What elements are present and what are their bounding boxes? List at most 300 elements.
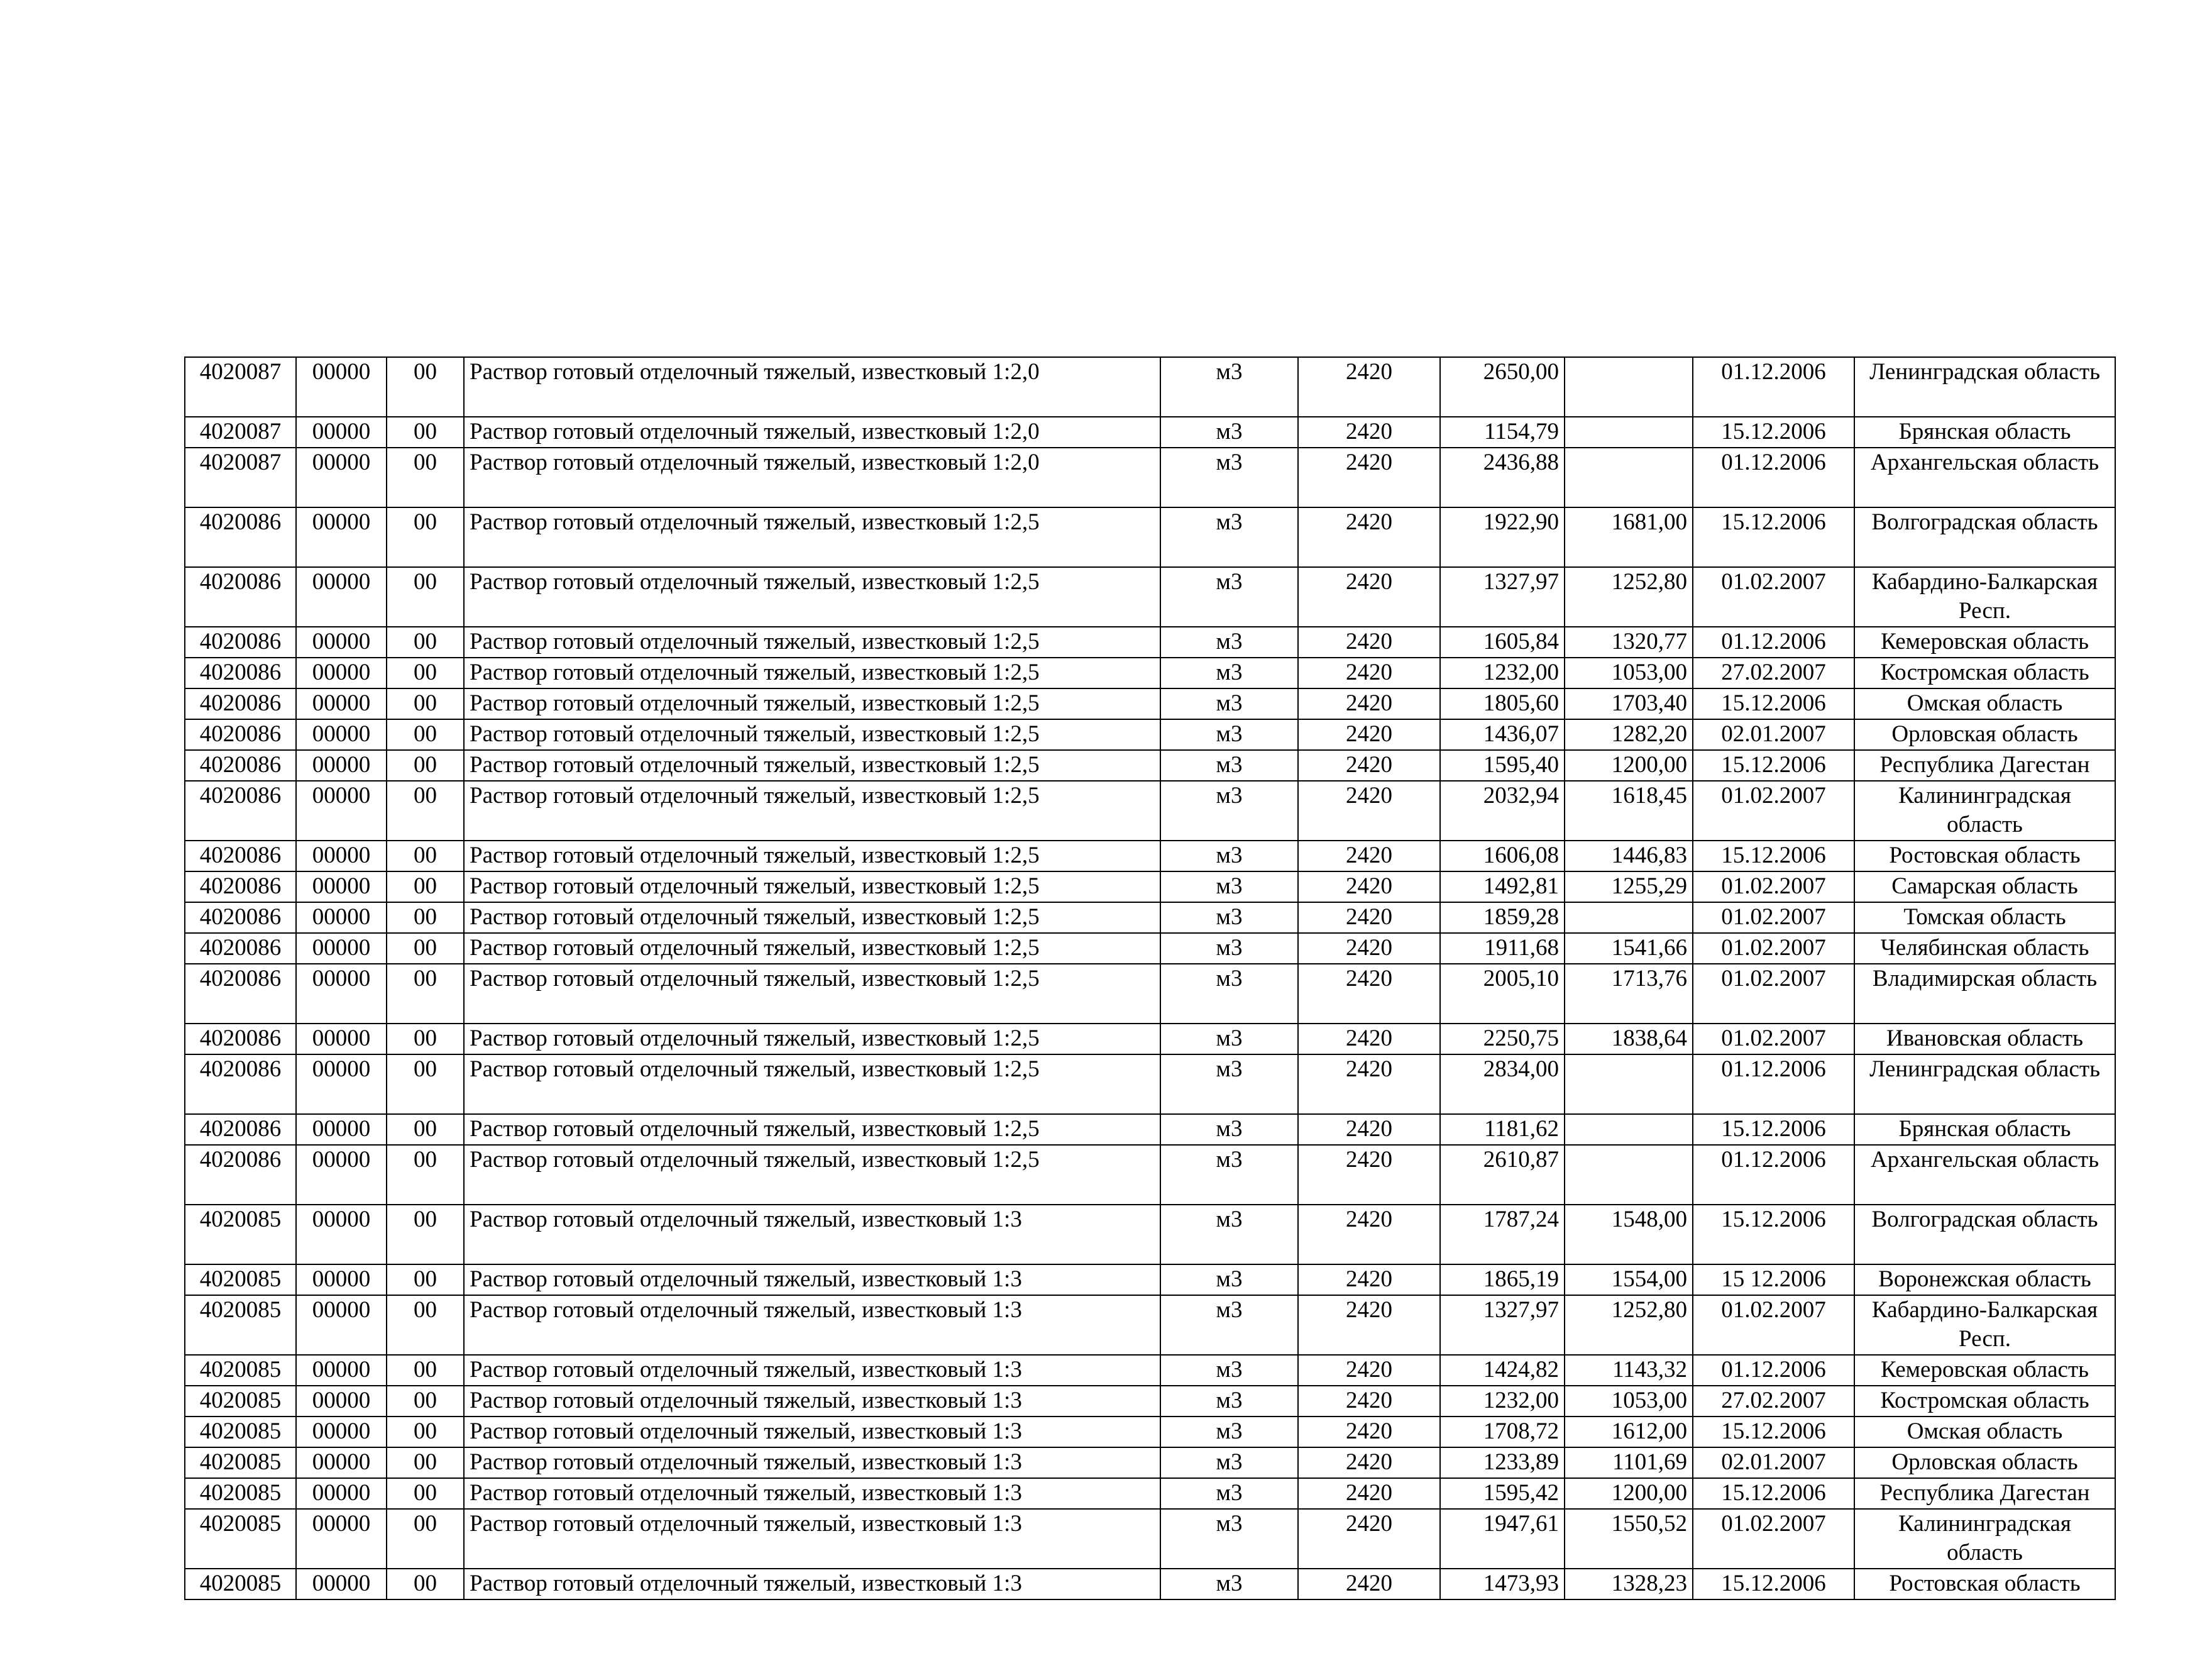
index-code-cell: 2420	[1298, 1264, 1440, 1295]
sub-code-cell: 00000	[296, 871, 387, 902]
index-code-cell: 2420	[1298, 1295, 1440, 1355]
price-date-cell: 01.12.2006	[1693, 1054, 1854, 1114]
region-cell: Волгоградская область	[1854, 1205, 2115, 1264]
material-code-cell: 4020085	[185, 1264, 296, 1295]
region-cell: Костромская область	[1854, 1386, 2115, 1417]
material-code-cell: 4020085	[185, 1447, 296, 1478]
sub-code-cell: 00000	[296, 933, 387, 964]
index-code-cell: 2420	[1298, 1114, 1440, 1145]
price-with-vat-cell: 1232,00	[1440, 658, 1565, 688]
material-code-cell: 4020086	[185, 1114, 296, 1145]
table-row	[185, 1447, 2115, 1478]
material-name-cell: Раствор готовый отделочный тяжелый, известковый 1:2,5	[464, 719, 1160, 750]
unit-cell: м3	[1160, 1569, 1298, 1599]
index-code-cell: 2420	[1298, 627, 1440, 658]
price-date-cell: 15.12.2006	[1693, 688, 1854, 719]
region-cell: Кабардино-Балкарская Респ.	[1854, 567, 2115, 627]
region-cell: Самарская область	[1854, 871, 2115, 902]
unit-cell: м3	[1160, 871, 1298, 902]
region-cell: Томская область	[1854, 902, 2115, 933]
region-cell: Ленинградская область	[1854, 357, 2115, 417]
unit-cell: м3	[1160, 750, 1298, 781]
unit-cell: м3	[1160, 1024, 1298, 1054]
table-row	[185, 750, 2115, 781]
sub-code-cell: 00000	[296, 1264, 387, 1295]
unit-cell: м3	[1160, 964, 1298, 1024]
unit-cell: м3	[1160, 1386, 1298, 1417]
table-row	[185, 357, 2115, 417]
index-code-cell: 2420	[1298, 1386, 1440, 1417]
variant-code-cell: 00	[387, 507, 464, 567]
price-with-vat-cell: 1947,61	[1440, 1509, 1565, 1569]
price-without-vat-cell: 1713,76	[1565, 964, 1693, 1024]
price-without-vat-cell: 1446,83	[1565, 841, 1693, 871]
index-code-cell: 2420	[1298, 1205, 1440, 1264]
price-date-cell: 01.12.2006	[1693, 1145, 1854, 1205]
index-code-cell: 2420	[1298, 964, 1440, 1024]
material-name-cell: Раствор готовый отделочный тяжелый, известковый 1:2,5	[464, 1114, 1160, 1145]
sub-code-cell: 00000	[296, 841, 387, 871]
price-without-vat-cell: 1053,00	[1565, 1386, 1693, 1417]
material-code-cell: 4020085	[185, 1295, 296, 1355]
price-without-vat-cell: 1053,00	[1565, 658, 1693, 688]
index-code-cell: 2420	[1298, 1447, 1440, 1478]
price-date-cell: 15.12.2006	[1693, 1569, 1854, 1599]
region-cell: Ивановская область	[1854, 1024, 2115, 1054]
price-date-cell: 15.12.2006	[1693, 1417, 1854, 1447]
region-cell: Калининградская область	[1854, 781, 2115, 841]
material-name-cell: Раствор готовый отделочный тяжелый, известковый 1:2,5	[464, 964, 1160, 1024]
variant-code-cell: 00	[387, 1295, 464, 1355]
price-date-cell: 01.12.2006	[1693, 448, 1854, 507]
material-code-cell: 4020085	[185, 1478, 296, 1509]
table-row	[185, 1114, 2115, 1145]
region-cell: Брянская область	[1854, 417, 2115, 448]
table-row	[185, 448, 2115, 507]
price-date-cell: 15.12.2006	[1693, 1478, 1854, 1509]
region-cell: Архангельская область	[1854, 448, 2115, 507]
material-code-cell: 4020086	[185, 871, 296, 902]
price-without-vat-cell: 1282,20	[1565, 719, 1693, 750]
unit-cell: м3	[1160, 1478, 1298, 1509]
sub-code-cell: 00000	[296, 719, 387, 750]
price-with-vat-cell: 1922,90	[1440, 507, 1565, 567]
unit-cell: м3	[1160, 627, 1298, 658]
unit-cell: м3	[1160, 1447, 1298, 1478]
sub-code-cell: 00000	[296, 1024, 387, 1054]
unit-cell: м3	[1160, 781, 1298, 841]
price-without-vat-cell: 1541,66	[1565, 933, 1693, 964]
material-name-cell: Раствор готовый отделочный тяжелый, известковый 1:2,5	[464, 567, 1160, 627]
sub-code-cell: 00000	[296, 1145, 387, 1205]
table-row	[185, 688, 2115, 719]
region-cell: Архангельская область	[1854, 1145, 2115, 1205]
sub-code-cell: 00000	[296, 781, 387, 841]
index-code-cell: 2420	[1298, 448, 1440, 507]
unit-cell: м3	[1160, 357, 1298, 417]
material-name-cell: Раствор готовый отделочный тяжелый, известковый 1:2,0	[464, 357, 1160, 417]
index-code-cell: 2420	[1298, 1478, 1440, 1509]
sub-code-cell: 00000	[296, 507, 387, 567]
region-cell: Орловская область	[1854, 1447, 2115, 1478]
material-name-cell: Раствор готовый отделочный тяжелый, известковый 1:3	[464, 1264, 1160, 1295]
table-row	[185, 1145, 2115, 1205]
sub-code-cell: 00000	[296, 627, 387, 658]
table-row	[185, 1264, 2115, 1295]
region-cell: Костромская область	[1854, 658, 2115, 688]
sub-code-cell: 00000	[296, 1355, 387, 1386]
sub-code-cell: 00000	[296, 1386, 387, 1417]
sub-code-cell: 00000	[296, 448, 387, 507]
sub-code-cell: 00000	[296, 964, 387, 1024]
table-row	[185, 1295, 2115, 1355]
index-code-cell: 2420	[1298, 567, 1440, 627]
material-code-cell: 4020086	[185, 1054, 296, 1114]
material-name-cell: Раствор готовый отделочный тяжелый, известковый 1:2,0	[464, 448, 1160, 507]
variant-code-cell: 00	[387, 1054, 464, 1114]
sub-code-cell: 00000	[296, 417, 387, 448]
price-without-vat-cell: 1200,00	[1565, 1478, 1693, 1509]
index-code-cell: 2420	[1298, 507, 1440, 567]
table-row	[185, 902, 2115, 933]
material-name-cell: Раствор готовый отделочный тяжелый, известковый 1:3	[464, 1295, 1160, 1355]
price-with-vat-cell: 1233,89	[1440, 1447, 1565, 1478]
price-with-vat-cell: 1805,60	[1440, 688, 1565, 719]
material-code-cell: 4020086	[185, 1024, 296, 1054]
variant-code-cell: 00	[387, 1509, 464, 1569]
price-without-vat-cell: 1838,64	[1565, 1024, 1693, 1054]
index-code-cell: 2420	[1298, 417, 1440, 448]
sub-code-cell: 00000	[296, 1205, 387, 1264]
sub-code-cell: 00000	[296, 902, 387, 933]
index-code-cell: 2420	[1298, 871, 1440, 902]
sub-code-cell: 00000	[296, 1295, 387, 1355]
price-without-vat-cell: 1618,45	[1565, 781, 1693, 841]
price-with-vat-cell: 1787,24	[1440, 1205, 1565, 1264]
price-with-vat-cell: 1327,97	[1440, 1295, 1565, 1355]
table-row	[185, 1509, 2115, 1569]
table-row	[185, 1417, 2115, 1447]
variant-code-cell: 00	[387, 781, 464, 841]
sub-code-cell: 00000	[296, 1417, 387, 1447]
price-date-cell: 01.02.2007	[1693, 1509, 1854, 1569]
price-date-cell: 15.12.2006	[1693, 417, 1854, 448]
variant-code-cell: 00	[387, 1478, 464, 1509]
material-name-cell: Раствор готовый отделочный тяжелый, известковый 1:2,5	[464, 507, 1160, 567]
unit-cell: м3	[1160, 1205, 1298, 1264]
index-code-cell: 2420	[1298, 719, 1440, 750]
index-code-cell: 2420	[1298, 357, 1440, 417]
sub-code-cell: 00000	[296, 1114, 387, 1145]
price-with-vat-cell: 2005,10	[1440, 964, 1565, 1024]
unit-cell: м3	[1160, 658, 1298, 688]
price-with-vat-cell: 1154,79	[1440, 417, 1565, 448]
price-without-vat-cell	[1565, 448, 1693, 507]
region-cell: Воронежская область	[1854, 1264, 2115, 1295]
region-cell: Ленинградская область	[1854, 1054, 2115, 1114]
price-with-vat-cell: 1595,42	[1440, 1478, 1565, 1509]
sub-code-cell: 00000	[296, 1478, 387, 1509]
price-date-cell: 01.02.2007	[1693, 1295, 1854, 1355]
material-name-cell: Раствор готовый отделочный тяжелый, известковый 1:2,5	[464, 750, 1160, 781]
price-with-vat-cell: 1859,28	[1440, 902, 1565, 933]
index-code-cell: 2420	[1298, 688, 1440, 719]
index-code-cell: 2420	[1298, 1569, 1440, 1599]
index-code-cell: 2420	[1298, 658, 1440, 688]
price-date-cell: 01.02.2007	[1693, 781, 1854, 841]
price-date-cell: 01.02.2007	[1693, 902, 1854, 933]
table-row	[185, 841, 2115, 871]
price-date-cell: 15.12.2006	[1693, 750, 1854, 781]
price-date-cell: 01.02.2007	[1693, 933, 1854, 964]
region-cell: Волгоградская область	[1854, 507, 2115, 567]
table-row	[185, 567, 2115, 627]
price-with-vat-cell: 1327,97	[1440, 567, 1565, 627]
index-code-cell: 2420	[1298, 750, 1440, 781]
region-cell: Республика Дагестан	[1854, 1478, 2115, 1509]
price-without-vat-cell: 1548,00	[1565, 1205, 1693, 1264]
price-date-cell: 02.01.2007	[1693, 719, 1854, 750]
unit-cell: м3	[1160, 688, 1298, 719]
material-code-cell: 4020086	[185, 658, 296, 688]
sub-code-cell: 00000	[296, 750, 387, 781]
sub-code-cell: 00000	[296, 1509, 387, 1569]
material-name-cell: Раствор готовый отделочный тяжелый, известковый 1:2,0	[464, 417, 1160, 448]
material-code-cell: 4020086	[185, 567, 296, 627]
table-row	[185, 507, 2115, 567]
price-date-cell: 15.12.2006	[1693, 1205, 1854, 1264]
price-with-vat-cell: 1492,81	[1440, 871, 1565, 902]
unit-cell: м3	[1160, 1295, 1298, 1355]
price-without-vat-cell	[1565, 417, 1693, 448]
unit-cell: м3	[1160, 507, 1298, 567]
unit-cell: м3	[1160, 1054, 1298, 1114]
price-with-vat-cell: 1865,19	[1440, 1264, 1565, 1295]
variant-code-cell: 00	[387, 1386, 464, 1417]
index-code-cell: 2420	[1298, 841, 1440, 871]
variant-code-cell: 00	[387, 719, 464, 750]
index-code-cell: 2420	[1298, 1355, 1440, 1386]
table-row	[185, 1205, 2115, 1264]
region-cell: Челябинская область	[1854, 933, 2115, 964]
region-cell: Республика Дагестан	[1854, 750, 2115, 781]
material-code-cell: 4020086	[185, 933, 296, 964]
price-without-vat-cell: 1101,69	[1565, 1447, 1693, 1478]
price-without-vat-cell: 1252,80	[1565, 1295, 1693, 1355]
price-date-cell: 01.12.2006	[1693, 1355, 1854, 1386]
price-date-cell: 01.12.2006	[1693, 357, 1854, 417]
price-with-vat-cell: 1606,08	[1440, 841, 1565, 871]
unit-cell: м3	[1160, 841, 1298, 871]
material-name-cell: Раствор готовый отделочный тяжелый, известковый 1:3	[464, 1478, 1160, 1509]
index-code-cell: 2420	[1298, 781, 1440, 841]
price-without-vat-cell	[1565, 1145, 1693, 1205]
variant-code-cell: 00	[387, 357, 464, 417]
material-code-cell: 4020085	[185, 1205, 296, 1264]
table-row	[185, 417, 2115, 448]
price-with-vat-cell: 2250,75	[1440, 1024, 1565, 1054]
price-without-vat-cell	[1565, 357, 1693, 417]
price-with-vat-cell: 1436,07	[1440, 719, 1565, 750]
variant-code-cell: 00	[387, 1264, 464, 1295]
price-without-vat-cell	[1565, 902, 1693, 933]
material-code-cell: 4020086	[185, 1145, 296, 1205]
price-without-vat-cell: 1320,77	[1565, 627, 1693, 658]
region-cell: Кемеровская область	[1854, 1355, 2115, 1386]
price-with-vat-cell: 1708,72	[1440, 1417, 1565, 1447]
table-row	[185, 781, 2115, 841]
unit-cell: м3	[1160, 902, 1298, 933]
price-date-cell: 15.12.2006	[1693, 1114, 1854, 1145]
table-row	[185, 1024, 2115, 1054]
material-name-cell: Раствор готовый отделочный тяжелый, известковый 1:3	[464, 1417, 1160, 1447]
sub-code-cell: 00000	[296, 658, 387, 688]
price-without-vat-cell: 1703,40	[1565, 688, 1693, 719]
variant-code-cell: 00	[387, 448, 464, 507]
index-code-cell: 2420	[1298, 1145, 1440, 1205]
unit-cell: м3	[1160, 719, 1298, 750]
price-date-cell: 01.02.2007	[1693, 1024, 1854, 1054]
material-name-cell: Раствор готовый отделочный тяжелый, известковый 1:3	[464, 1447, 1160, 1478]
material-name-cell: Раствор готовый отделочный тяжелый, известковый 1:2,5	[464, 841, 1160, 871]
material-code-cell: 4020085	[185, 1355, 296, 1386]
variant-code-cell: 00	[387, 417, 464, 448]
variant-code-cell: 00	[387, 1205, 464, 1264]
price-date-cell: 27.02.2007	[1693, 658, 1854, 688]
material-name-cell: Раствор готовый отделочный тяжелый, известковый 1:2,5	[464, 1145, 1160, 1205]
variant-code-cell: 00	[387, 1569, 464, 1599]
material-code-cell: 4020086	[185, 841, 296, 871]
price-with-vat-cell: 1424,82	[1440, 1355, 1565, 1386]
table-row	[185, 1386, 2115, 1417]
region-cell: Брянская область	[1854, 1114, 2115, 1145]
unit-cell: м3	[1160, 448, 1298, 507]
material-code-cell: 4020086	[185, 781, 296, 841]
price-table	[184, 356, 2116, 1600]
sub-code-cell: 00000	[296, 567, 387, 627]
region-cell: Кабардино-Балкарская Респ.	[1854, 1295, 2115, 1355]
sub-code-cell: 00000	[296, 1569, 387, 1599]
material-code-cell: 4020086	[185, 719, 296, 750]
region-cell: Калининградская область	[1854, 1509, 2115, 1569]
price-date-cell: 15.12.2006	[1693, 507, 1854, 567]
material-name-cell: Раствор готовый отделочный тяжелый, известковый 1:2,5	[464, 1054, 1160, 1114]
material-name-cell: Раствор готовый отделочный тяжелый, известковый 1:3	[464, 1205, 1160, 1264]
unit-cell: м3	[1160, 1417, 1298, 1447]
price-without-vat-cell: 1681,00	[1565, 507, 1693, 567]
index-code-cell: 2420	[1298, 1054, 1440, 1114]
price-date-cell: 01.02.2007	[1693, 871, 1854, 902]
price-without-vat-cell: 1554,00	[1565, 1264, 1693, 1295]
table-row	[185, 1054, 2115, 1114]
price-date-cell: 01.02.2007	[1693, 964, 1854, 1024]
material-name-cell: Раствор готовый отделочный тяжелый, известковый 1:2,5	[464, 627, 1160, 658]
variant-code-cell: 00	[387, 1417, 464, 1447]
region-cell: Ростовская область	[1854, 1569, 2115, 1599]
variant-code-cell: 00	[387, 964, 464, 1024]
price-with-vat-cell: 2436,88	[1440, 448, 1565, 507]
unit-cell: м3	[1160, 1509, 1298, 1569]
variant-code-cell: 00	[387, 658, 464, 688]
material-name-cell: Раствор готовый отделочный тяжелый, известковый 1:2,5	[464, 1024, 1160, 1054]
price-with-vat-cell: 2834,00	[1440, 1054, 1565, 1114]
material-code-cell: 4020087	[185, 448, 296, 507]
index-code-cell: 2420	[1298, 1509, 1440, 1569]
material-name-cell: Раствор готовый отделочный тяжелый, известковый 1:2,5	[464, 688, 1160, 719]
price-with-vat-cell: 1605,84	[1440, 627, 1565, 658]
price-without-vat-cell: 1255,29	[1565, 871, 1693, 902]
price-without-vat-cell: 1200,00	[1565, 750, 1693, 781]
price-with-vat-cell: 1473,93	[1440, 1569, 1565, 1599]
price-without-vat-cell	[1565, 1054, 1693, 1114]
price-with-vat-cell: 1232,00	[1440, 1386, 1565, 1417]
price-with-vat-cell: 1911,68	[1440, 933, 1565, 964]
variant-code-cell: 00	[387, 933, 464, 964]
material-code-cell: 4020085	[185, 1417, 296, 1447]
variant-code-cell: 00	[387, 1447, 464, 1478]
material-code-cell: 4020086	[185, 964, 296, 1024]
material-name-cell: Раствор готовый отделочный тяжелый, известковый 1:2,5	[464, 933, 1160, 964]
variant-code-cell: 00	[387, 841, 464, 871]
index-code-cell: 2420	[1298, 933, 1440, 964]
material-name-cell: Раствор готовый отделочный тяжелый, известковый 1:3	[464, 1569, 1160, 1599]
variant-code-cell: 00	[387, 627, 464, 658]
table-row	[185, 933, 2115, 964]
variant-code-cell: 00	[387, 1024, 464, 1054]
unit-cell: м3	[1160, 1114, 1298, 1145]
price-with-vat-cell: 1595,40	[1440, 750, 1565, 781]
variant-code-cell: 00	[387, 1114, 464, 1145]
table-row	[185, 719, 2115, 750]
price-date-cell: 01.02.2007	[1693, 567, 1854, 627]
region-cell: Орловская область	[1854, 719, 2115, 750]
material-name-cell: Раствор готовый отделочный тяжелый, известковый 1:3	[464, 1386, 1160, 1417]
price-with-vat-cell: 2610,87	[1440, 1145, 1565, 1205]
material-name-cell: Раствор готовый отделочный тяжелый, известковый 1:3	[464, 1355, 1160, 1386]
sub-code-cell: 00000	[296, 357, 387, 417]
price-date-cell: 15.12.2006	[1693, 841, 1854, 871]
variant-code-cell: 00	[387, 567, 464, 627]
material-name-cell: Раствор готовый отделочный тяжелый, известковый 1:3	[464, 1509, 1160, 1569]
table-body	[185, 357, 2115, 1599]
region-cell: Владимирская область	[1854, 964, 2115, 1024]
unit-cell: м3	[1160, 1145, 1298, 1205]
price-without-vat-cell: 1252,80	[1565, 567, 1693, 627]
material-name-cell: Раствор готовый отделочный тяжелый, известковый 1:2,5	[464, 658, 1160, 688]
index-code-cell: 2420	[1298, 1417, 1440, 1447]
material-code-cell: 4020087	[185, 417, 296, 448]
price-without-vat-cell: 1328,23	[1565, 1569, 1693, 1599]
material-code-cell: 4020086	[185, 507, 296, 567]
table-row	[185, 1478, 2115, 1509]
price-without-vat-cell: 1143,32	[1565, 1355, 1693, 1386]
variant-code-cell: 00	[387, 902, 464, 933]
variant-code-cell: 00	[387, 688, 464, 719]
material-code-cell: 4020085	[185, 1509, 296, 1569]
price-with-vat-cell: 2650,00	[1440, 357, 1565, 417]
material-code-cell: 4020085	[185, 1386, 296, 1417]
price-without-vat-cell: 1550,52	[1565, 1509, 1693, 1569]
unit-cell: м3	[1160, 933, 1298, 964]
material-name-cell: Раствор готовый отделочный тяжелый, известковый 1:2,5	[464, 781, 1160, 841]
sub-code-cell: 00000	[296, 688, 387, 719]
price-without-vat-cell	[1565, 1114, 1693, 1145]
sub-code-cell: 00000	[296, 1054, 387, 1114]
region-cell: Омская область	[1854, 688, 2115, 719]
table-row	[185, 964, 2115, 1024]
unit-cell: м3	[1160, 1264, 1298, 1295]
variant-code-cell: 00	[387, 871, 464, 902]
